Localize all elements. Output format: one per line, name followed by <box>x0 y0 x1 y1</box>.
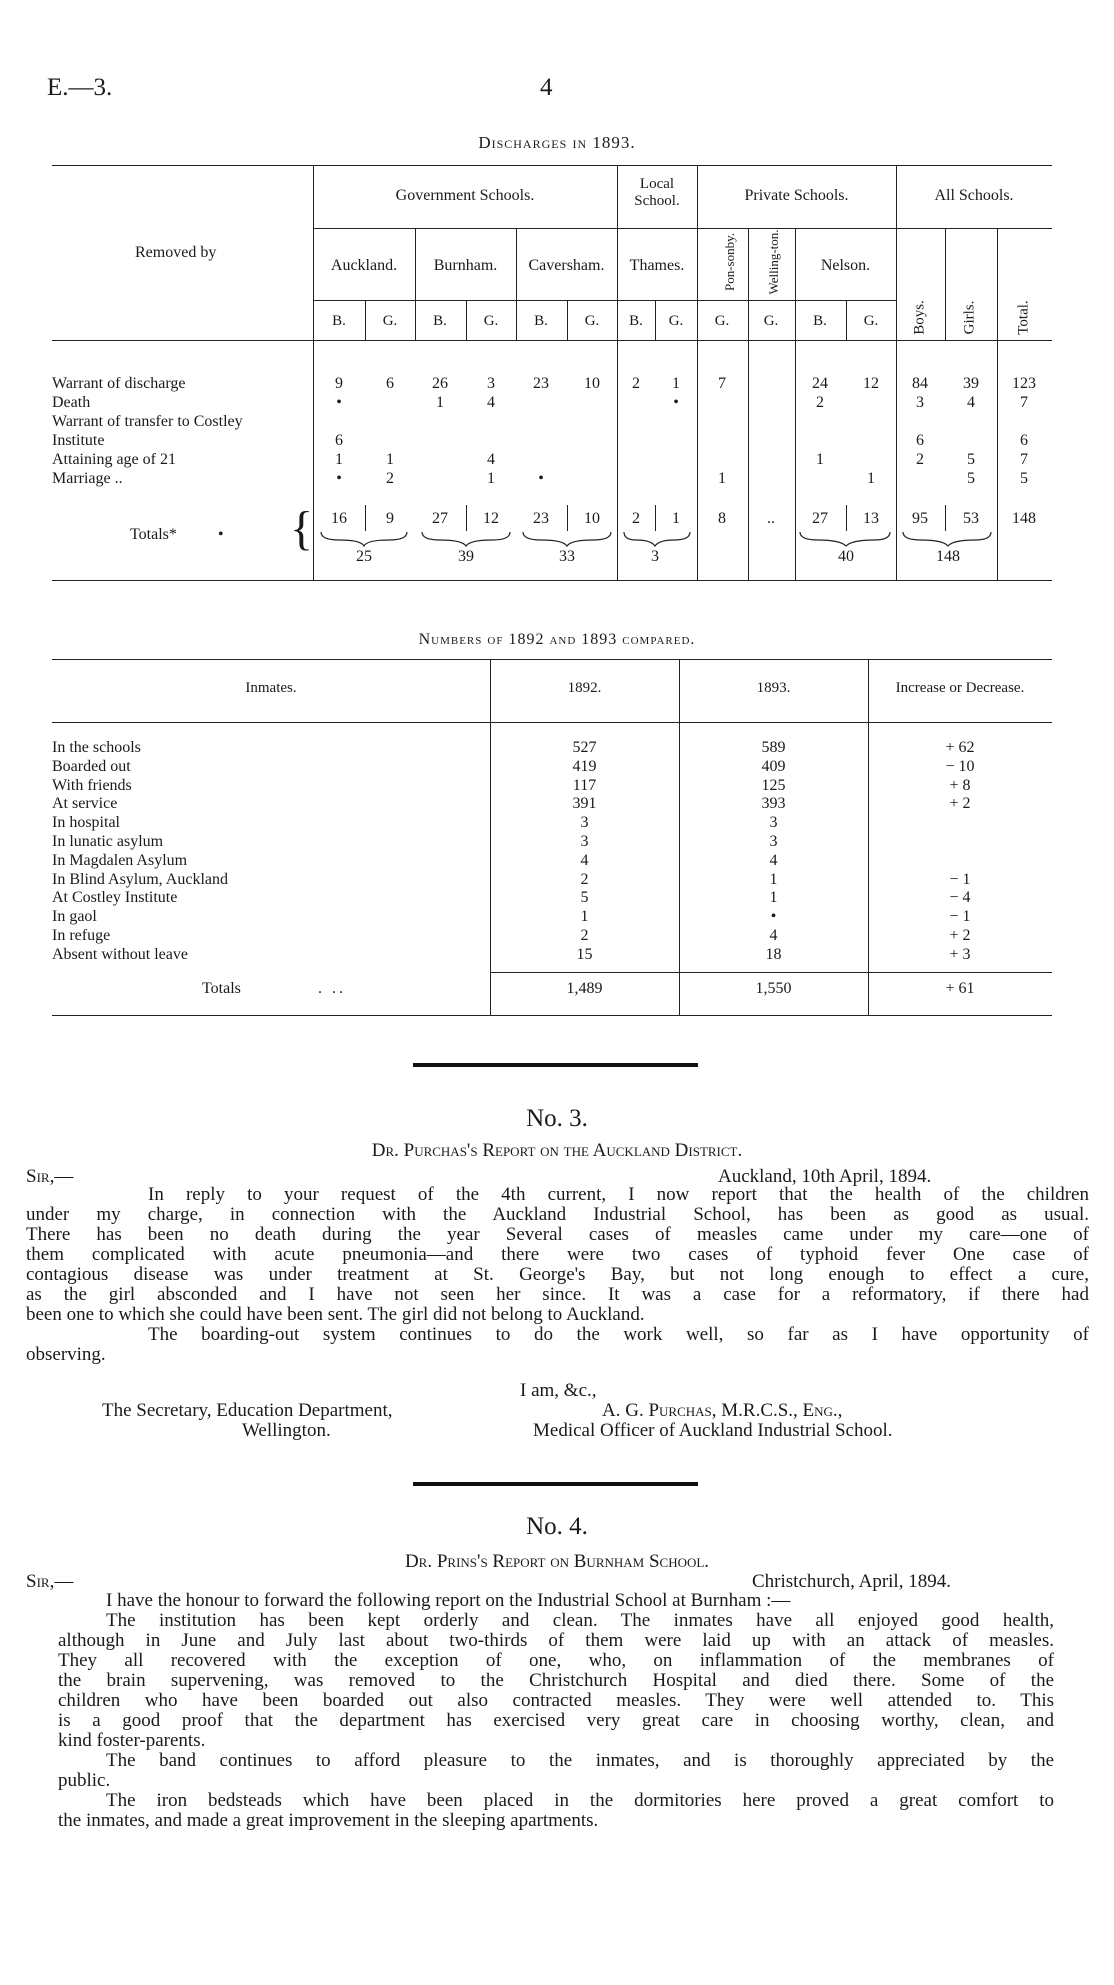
compare-row-label: In Blind Asylum, Auckland <box>52 870 228 888</box>
sex-header: G. <box>382 313 398 329</box>
compare-1892: 5 <box>580 889 589 907</box>
paragraph-line: the brain supervening, was removed to the Christchurch Hospital and died there. Some of the <box>58 1670 1054 1691</box>
table-cell: 26 <box>432 375 448 392</box>
totals-brace: { <box>290 502 314 555</box>
total-cell: 8 <box>718 510 726 527</box>
report-4-number: No. 4. <box>526 1513 588 1540</box>
sex-header: B. <box>534 313 548 329</box>
compare-1893: 589 <box>761 739 786 756</box>
table-cell: • <box>336 394 342 411</box>
compare-1893: 409 <box>761 757 786 775</box>
row-label: Warrant of transfer to Costley <box>52 413 243 430</box>
row-label: Warrant of discharge <box>52 375 186 392</box>
all-schools-header: All Schools. <box>934 187 1014 204</box>
row-label: Institute <box>52 432 105 449</box>
table-cell: 1 <box>487 470 495 487</box>
sex-header: G. <box>763 313 779 329</box>
table-cell: 2 <box>632 375 640 392</box>
local-school-header: Local School. <box>634 176 680 209</box>
table-cell: 39 <box>963 375 979 392</box>
table-cell: • <box>336 470 342 487</box>
paragraph-line: The band continues to afford pleasure to the inmates, and is thoroughly appreciated by the <box>106 1750 1054 1771</box>
section-rule <box>413 1063 698 1067</box>
table-cell: 9 <box>335 375 343 392</box>
table-cell: 4 <box>487 394 495 411</box>
table-cell: • <box>538 470 544 487</box>
discharges-title: Discharges in 1893. <box>478 133 636 152</box>
compare-1892: 1 <box>580 908 589 926</box>
table-cell: 5 <box>1020 470 1028 487</box>
sex-header: B. <box>332 313 346 329</box>
table-cell: 10 <box>584 375 600 392</box>
inmates-header: Inmates. <box>245 680 297 696</box>
table-cell: 3 <box>916 394 924 411</box>
subtotal-cell: 3 <box>651 548 659 565</box>
compare-row-label: In hospital <box>52 814 120 832</box>
table-cell: 6 <box>386 375 394 392</box>
paragraph-line: The boarding-out system continues to do the work well, so far as I have opportunity of <box>148 1324 1089 1345</box>
compare-row-label: In refuge <box>52 927 111 944</box>
total-cell: 53 <box>963 510 979 527</box>
table-cell: 1 <box>672 375 680 392</box>
total-cell: 13 <box>863 510 879 527</box>
table-cell: 1 <box>816 451 824 468</box>
compare-totals-label: Totals <box>202 980 241 997</box>
row-label: Attaining age of 21 <box>52 451 176 468</box>
compare-1892: 391 <box>572 795 597 813</box>
subtotal-cell: 33 <box>559 548 575 565</box>
paragraph-line: The iron bedsteads which have been placed in the dormitories here proved a great comfort to <box>106 1790 1054 1811</box>
compare-change: − 1 <box>949 870 971 888</box>
compare-1893: • <box>770 908 777 926</box>
paragraph-line: They all recovered with the exception of one, who, on inflammation of the membranes of <box>58 1650 1054 1671</box>
removed-by-header: Removed by <box>135 244 217 261</box>
paragraph-line: them complicated with acute pneumonia—and there were two cases of typhoid fever One case of <box>26 1244 1089 1265</box>
compare-1893: 3 <box>769 814 778 832</box>
compare-1893: 1 <box>769 870 778 888</box>
report-3-salutation: Sir,— <box>26 1166 74 1187</box>
wellington-header: Welling-ton. <box>766 229 781 295</box>
total-change: + 61 <box>945 980 975 997</box>
table-cell: 2 <box>816 394 824 411</box>
compare-row-label: In lunatic asylum <box>52 833 164 850</box>
total-cell: 95 <box>912 510 928 527</box>
compare-row-label: At Costley Institute <box>52 889 178 907</box>
table-cell: 5 <box>967 451 975 468</box>
compare-1893: 18 <box>765 945 782 963</box>
table-cell: 1 <box>386 451 394 468</box>
compare-1892: 419 <box>572 757 597 775</box>
government-schools-header: Government Schools. <box>395 187 535 204</box>
document-code: E.—3. <box>47 74 113 101</box>
table-cell: 5 <box>967 470 975 487</box>
report-3-closing: I am, &c., <box>520 1380 597 1401</box>
compare-1892: 4 <box>580 851 589 869</box>
total-cell: .. <box>767 510 775 527</box>
sex-header: B. <box>813 313 827 329</box>
compare-1893: 1 <box>769 889 778 907</box>
year-1892-header: 1892. <box>567 680 602 696</box>
subtotal-cell: 39 <box>458 548 474 565</box>
boys-header: Boys. <box>911 300 928 335</box>
compare-row-label: In the schools <box>52 739 141 756</box>
totals-dot: • <box>218 526 224 543</box>
subtotal-cell: 148 <box>936 548 960 565</box>
change-header: Increase or Decrease. <box>895 680 1025 696</box>
compare-change: − 1 <box>949 908 971 926</box>
compare-change: + 3 <box>949 945 971 963</box>
totals-label: Totals* <box>130 526 177 543</box>
total-cell: 2 <box>632 510 640 527</box>
total-cell: 9 <box>386 510 394 527</box>
total-cell: 23 <box>533 510 549 527</box>
total-cell: 10 <box>584 510 600 527</box>
compare-row-label: In Magdalen Asylum <box>52 851 188 869</box>
compare-change: − 10 <box>945 757 975 775</box>
paragraph-line: the inmates, and made a great improvement in the sleeping apartments. <box>58 1810 599 1831</box>
compare-change: − 4 <box>949 889 971 907</box>
paragraph-line: under my charge, in connection with the Auckland Industrial School, has been as good as usual. <box>26 1204 1089 1225</box>
table-cell: 2 <box>916 451 924 468</box>
table-cell: 1 <box>718 470 726 487</box>
section-rule-2 <box>413 1482 698 1486</box>
table-cell: • <box>673 394 679 411</box>
compare-row-label: At service <box>52 795 118 813</box>
girls-header: Girls. <box>961 300 978 335</box>
table-cell: 84 <box>912 375 928 392</box>
sex-header: G. <box>668 313 684 329</box>
table-cell: 3 <box>487 375 495 392</box>
table-cell: 6 <box>916 432 924 449</box>
sex-header: G. <box>584 313 600 329</box>
paragraph-line: as the girl absconded and I have not seen her since. It was a case for a reformatory, if there had <box>26 1284 1089 1305</box>
table-cell: 12 <box>863 375 879 392</box>
table-cell: 123 <box>1012 375 1036 392</box>
total-cell: 1 <box>672 510 680 527</box>
compare-1892: 527 <box>572 739 597 756</box>
sex-header: G. <box>714 313 730 329</box>
paragraph-line: public. <box>58 1770 111 1791</box>
paragraph-line: children who have been boarded out also contracted measles. They were well attended to. This <box>58 1690 1054 1711</box>
paragraph-line: observing. <box>26 1344 106 1365</box>
subtotal-cell: 25 <box>356 548 372 565</box>
compare-1893: 393 <box>761 795 786 813</box>
table-cell: 1 <box>335 451 343 468</box>
nelson-header: Nelson. <box>820 257 871 274</box>
report-3-signature: A. G. Purchas, M.R.C.S., Eng., <box>602 1400 843 1421</box>
report-3-title: Dr. Purchas's Report on the Auckland District. <box>371 1140 743 1161</box>
table-cell: 7 <box>1020 451 1028 468</box>
table-cell: 23 <box>533 375 549 392</box>
sex-header: B. <box>433 313 447 329</box>
report-4-title: Dr. Prins's Report on Burnham School. <box>404 1551 710 1572</box>
private-schools-header: Private Schools. <box>744 187 849 204</box>
total-cell: 27 <box>432 510 448 527</box>
ponsonby-header: Pon-sonby. <box>722 232 737 292</box>
table-cell: 6 <box>1020 432 1028 449</box>
compare-change: + 2 <box>949 795 971 813</box>
row-label: Marriage .. <box>52 470 123 487</box>
table-cell: 2 <box>386 470 394 487</box>
auckland-header: Auckland. <box>330 257 398 274</box>
caversham-header: Caversham. <box>528 257 605 274</box>
compare-1893: 3 <box>769 833 778 850</box>
total-1892: 1,489 <box>566 980 603 997</box>
thames-header: Thames. <box>629 257 685 274</box>
page-number: 4 <box>540 74 553 101</box>
total-cell: 148 <box>1012 510 1036 527</box>
paragraph-line: In reply to your request of the 4th current, I now report that the health of the children <box>148 1184 1089 1205</box>
report-3-number: No. 3. <box>526 1105 588 1132</box>
paragraph-line: The institution has been kept orderly and clean. The inmates have all enjoyed good health, <box>106 1610 1054 1631</box>
compare-1893: 125 <box>761 776 786 794</box>
total-cell: 27 <box>812 510 828 527</box>
compare-totals-dots: . .. <box>318 980 346 997</box>
table-cell: 7 <box>718 375 726 392</box>
row-label: Death <box>52 394 91 411</box>
paragraph-line: been one to which she could have been sent. The girl did not belong to Auckland. <box>26 1304 645 1325</box>
compare-1892: 15 <box>576 945 593 963</box>
compare-row-label: Absent without leave <box>52 945 188 963</box>
total-header: Total. <box>1015 300 1032 335</box>
sex-header: G. <box>863 313 879 329</box>
table-cell: 4 <box>487 451 495 468</box>
table-cell: 1 <box>436 394 444 411</box>
paragraph-line: although in June and July last about two-thirds of them were laid up with an attack of measles. <box>58 1630 1054 1651</box>
compare-1892: 2 <box>580 927 589 944</box>
compare-1892: 2 <box>580 870 589 888</box>
report-3-signature-title: Medical Officer of Auckland Industrial School. <box>533 1420 893 1441</box>
table-cell: 7 <box>1020 394 1028 411</box>
compare-change: + 2 <box>949 927 971 944</box>
report-3-addressee: The Secretary, Education Department, <box>102 1400 393 1421</box>
compare-row-label: Boarded out <box>52 757 131 775</box>
paragraph-line: There has been no death during the year Several cases of measles came under my care—one of <box>26 1224 1089 1245</box>
compare-title: Numbers of 1892 and 1893 compared. <box>418 631 696 648</box>
compare-change: + 62 <box>945 739 975 756</box>
total-1893: 1,550 <box>755 980 792 997</box>
compare-1893: 4 <box>769 851 778 869</box>
table-cell: 6 <box>335 432 343 449</box>
compare-1892: 3 <box>580 814 589 832</box>
table-cell: 24 <box>812 375 828 392</box>
compare-1892: 3 <box>580 833 589 850</box>
total-cell: 12 <box>483 510 499 527</box>
sex-header: G. <box>483 313 499 329</box>
report-4-salutation: Sir,— <box>26 1571 74 1592</box>
paragraph-line: I have the honour to forward the following report on the Industrial School at Burnham :— <box>106 1590 791 1611</box>
compare-1893: 4 <box>769 927 778 944</box>
paragraph-line: is a good proof that the department has exercised very great care in choosing worthy, clean, and <box>58 1710 1054 1731</box>
compare-row-label: With friends <box>52 776 132 794</box>
report-3-place-date: Auckland, 10th April, 1894. <box>718 1166 932 1187</box>
paragraph-line: kind foster-parents. <box>58 1730 206 1751</box>
compare-1892: 117 <box>572 776 597 794</box>
year-1893-header: 1893. <box>756 680 791 696</box>
report-3-addressee-city: Wellington. <box>242 1420 331 1441</box>
total-cell: 16 <box>331 510 347 527</box>
compare-row-label: In gaol <box>52 908 97 926</box>
compare-change: + 8 <box>949 776 971 794</box>
burnham-header: Burnham. <box>433 257 498 274</box>
paragraph-line: contagious disease was under treatment at St. George's Bay, but not long enough to effect a cure, <box>26 1264 1089 1285</box>
table-cell: 1 <box>867 470 875 487</box>
totals-braces <box>0 0 1114 600</box>
subtotal-cell: 40 <box>838 548 854 565</box>
sex-header: B. <box>629 313 643 329</box>
report-4-place-date: Christchurch, April, 1894. <box>752 1571 951 1592</box>
table-cell: 4 <box>967 394 975 411</box>
